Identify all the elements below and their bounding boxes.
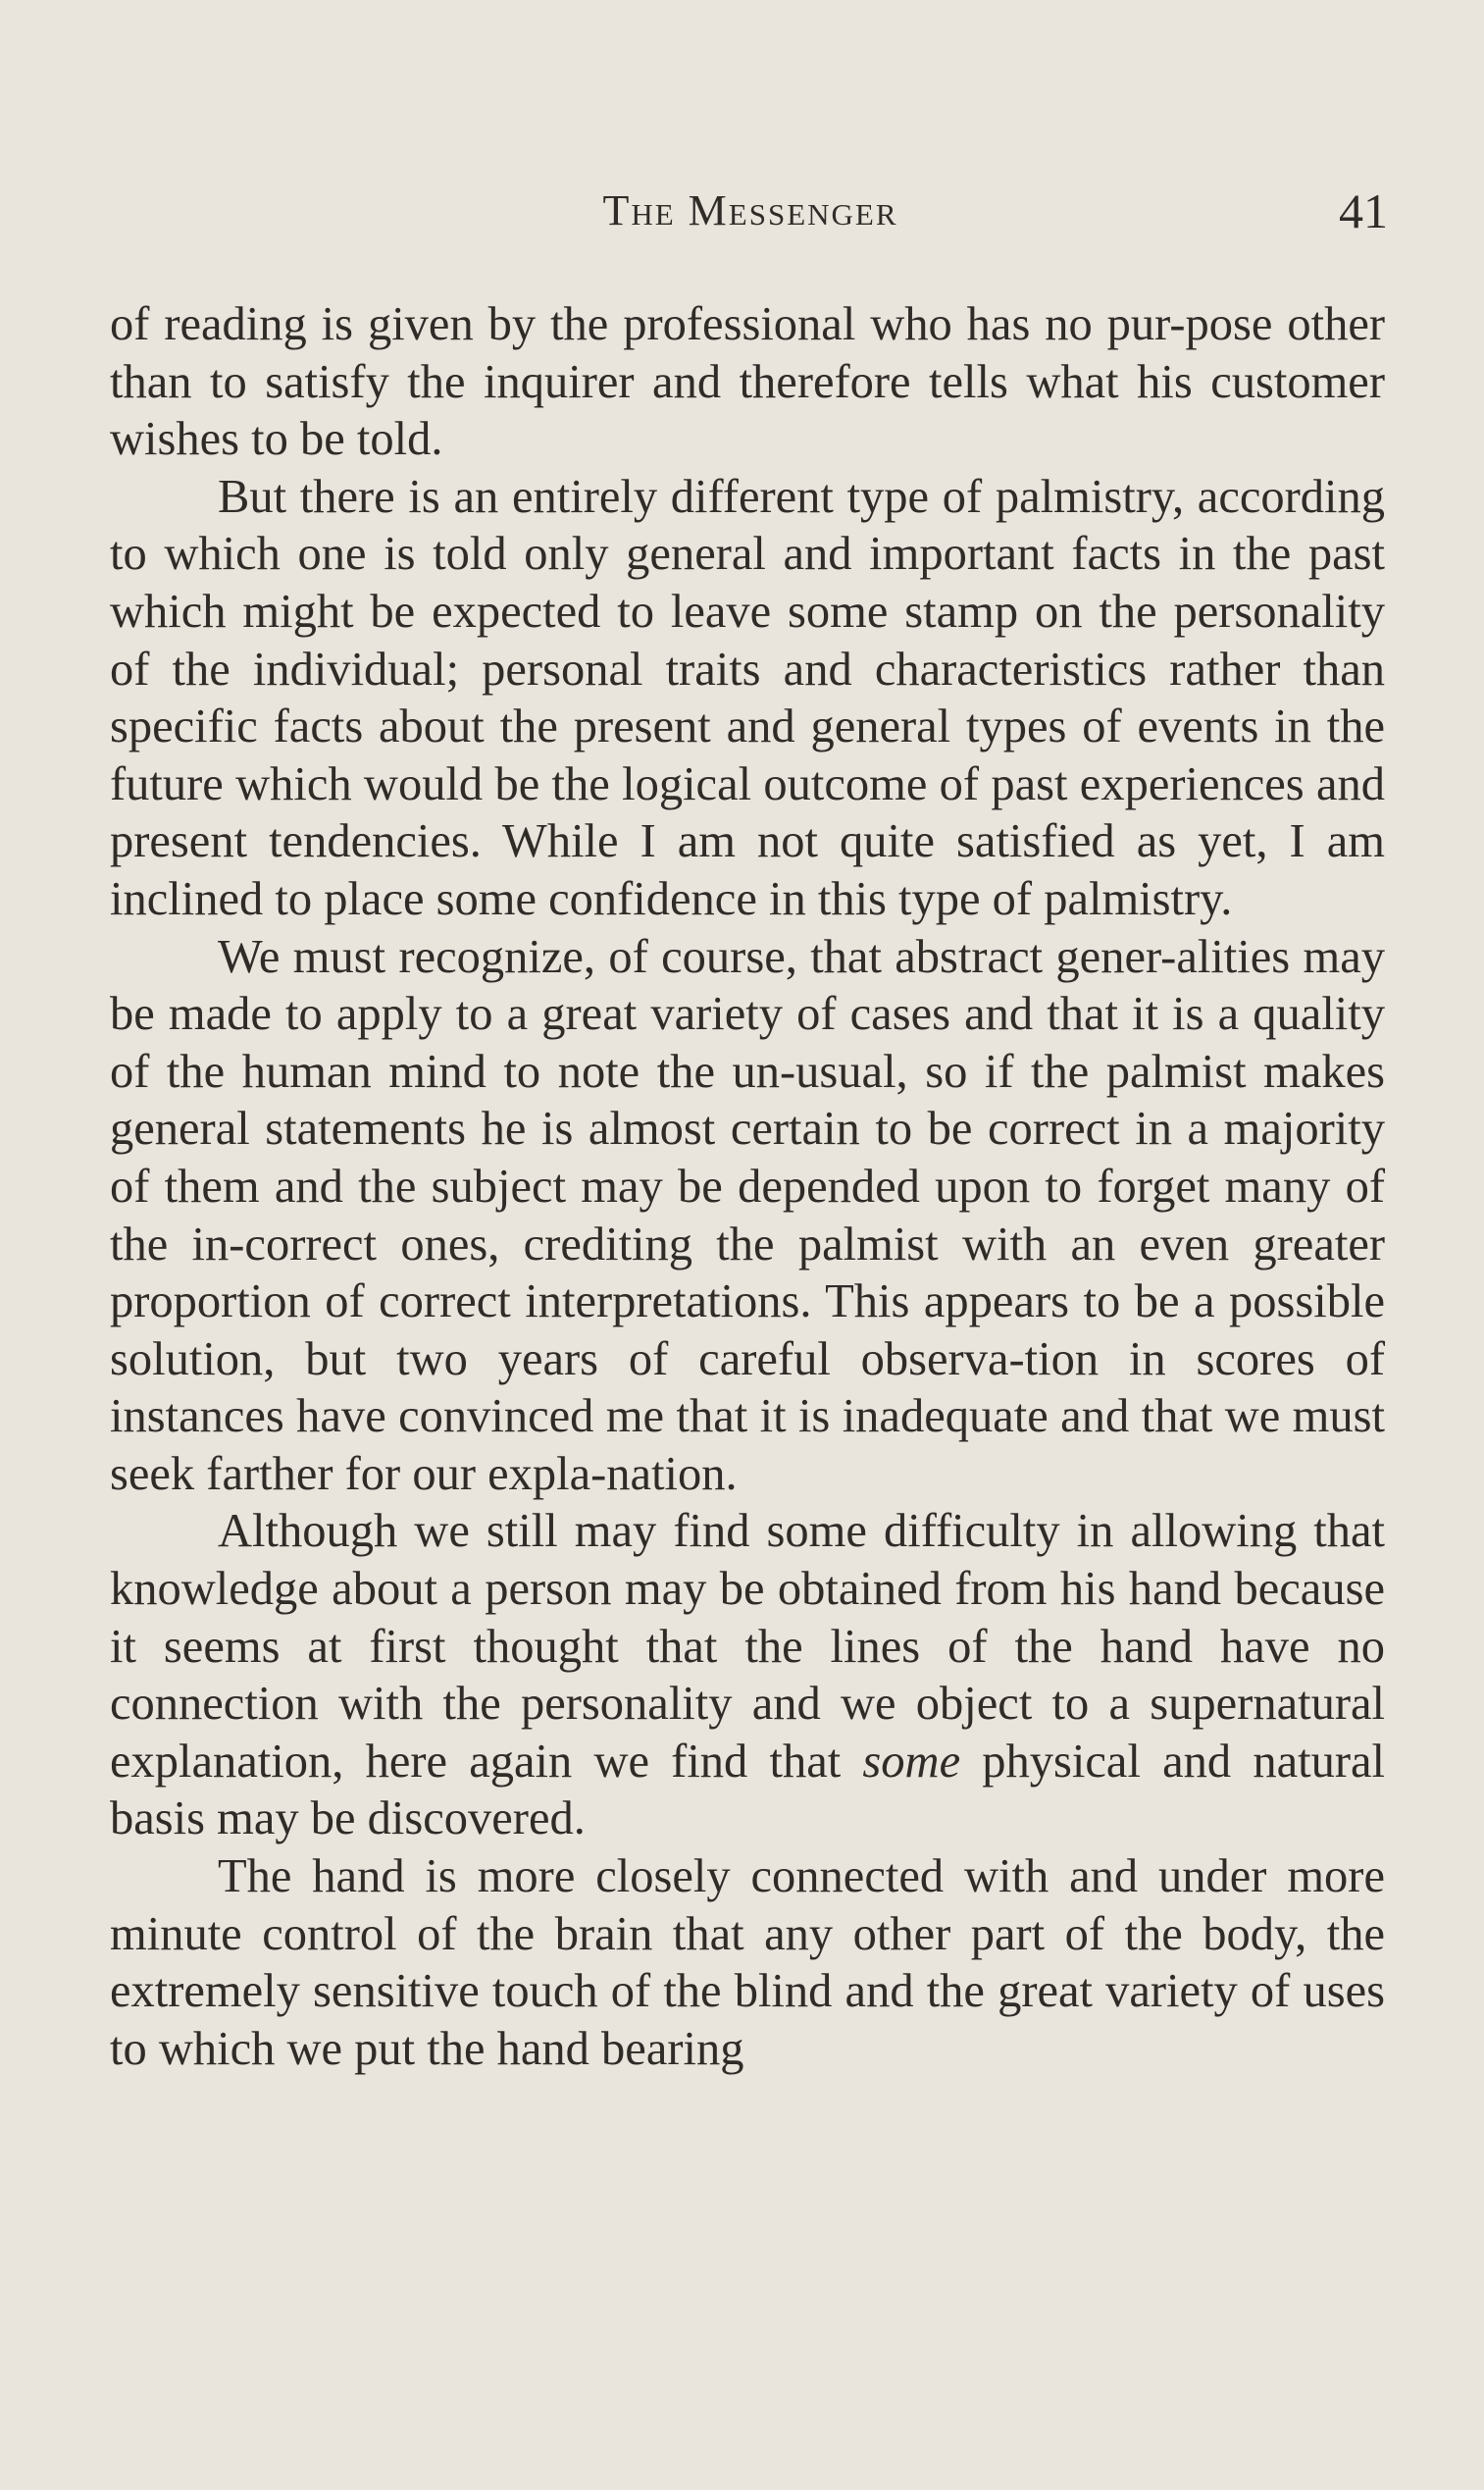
- paragraph: We must recognize, of course, that abstract gener-alities may be made to apply to a great variety of cases and that it is a quality of the human mind to note the un-usual, so if the palmist makes general statements he is almost certain to be correct in a majority of them and the subject may be depended upon to forget many of the in-correct ones, crediting the palmist with an even greater proportion of correct interpretations. This appears to be a possible solution, but two years of careful observa-tion in scores of instances have convinced me that it is inadequate and that we must seek farther for our expla-nation.: [110, 930, 1385, 1500]
- page-header: [113, 177, 1388, 245]
- body-text: [110, 296, 1385, 2078]
- paragraph-text: Although we still may find some difficulty in allowing that knowledge about a person may be obtained from his hand because it seems at first thought that the lines of the hand have no connection with the personality and we object to a supernatural explanation, here again we find that: [110, 1505, 1385, 1788]
- emphasized-word: some: [862, 1735, 961, 1788]
- paragraph: [110, 1503, 1385, 1848]
- running-title: The Messenger: [602, 186, 898, 234]
- paragraph: The hand is more closely connected with and under more minute control of the brain that any other part of the body, the extremely sensitive touch of the blind and the great variety of uses to which we put the hand bearing: [110, 1850, 1385, 2075]
- page-number: 41: [1339, 183, 1388, 238]
- paragraph: But there is an entirely different type of palmistry, according to which one is told only general and important facts in the past which might be expected to leave some stamp on the personality of the individual; personal traits and characteristics rather than specific facts about the present and general types of events in the future which would be the logical outcome of past experiences and present tendencies. While I am not quite satisfied as yet, I am inclined to place some confidence in this type of palmistry.: [110, 470, 1385, 925]
- paragraph: of reading is given by the professional who has no pur-pose other than to satisfy the inquirer and therefore tells what his customer wishes to be told.: [110, 298, 1385, 466]
- paragraph-text: physical and natural basis may be discovered.: [110, 1735, 1385, 1845]
